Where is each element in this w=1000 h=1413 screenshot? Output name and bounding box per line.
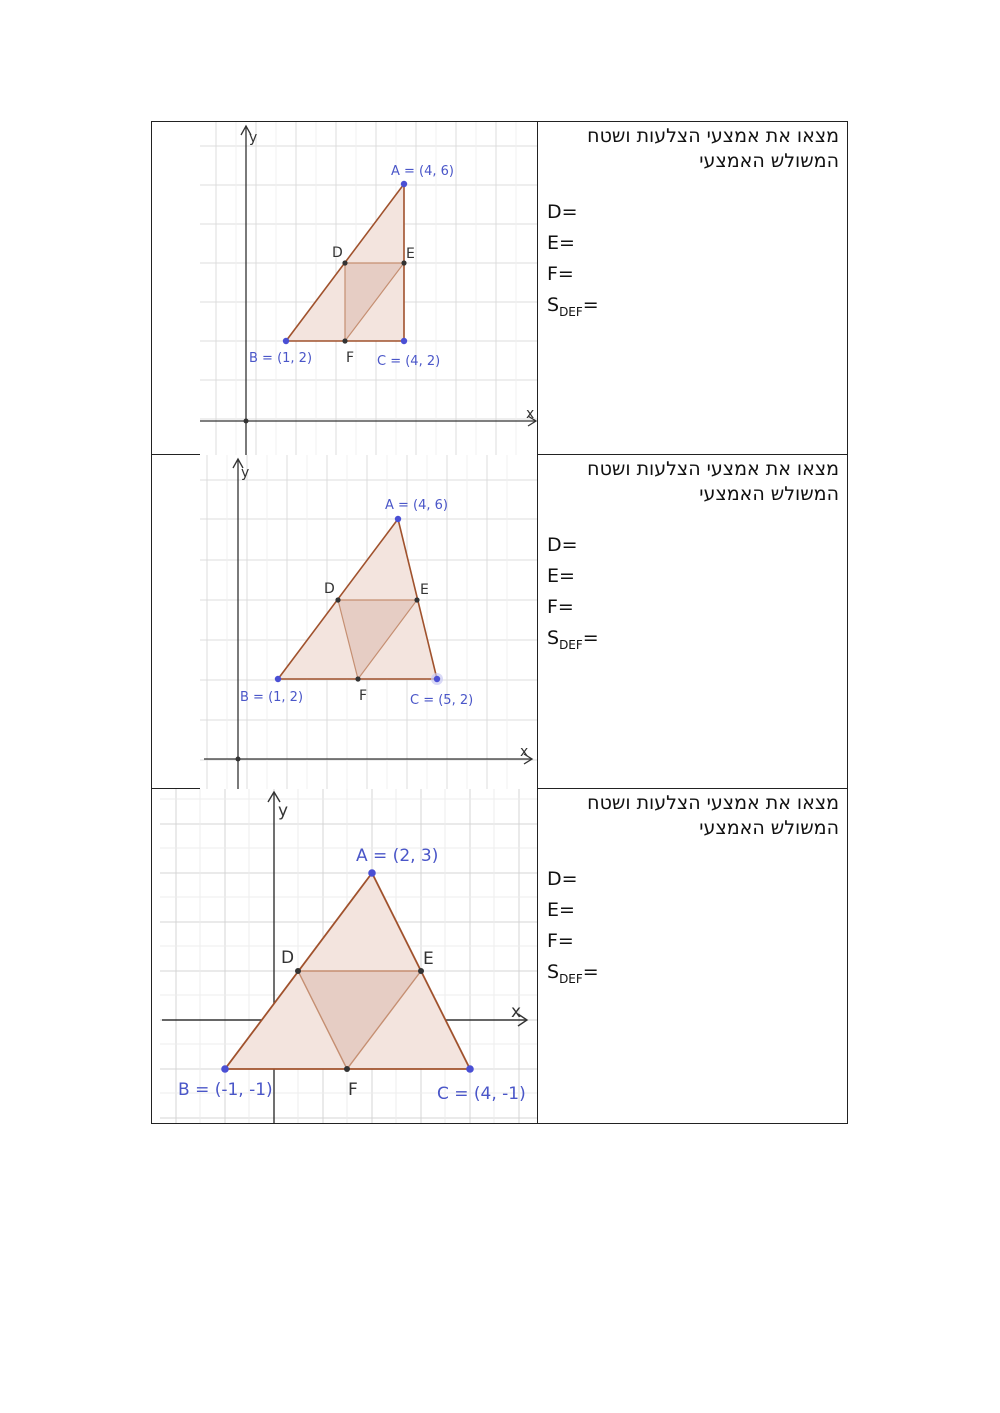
answer-lines [547,530,599,654]
point-f-label: F [348,1080,358,1100]
point-e-label: E [423,949,434,969]
area-equals: = [582,294,599,316]
area-equals: = [582,627,599,649]
answer-e: E= [547,565,575,587]
answer-d: D= [547,868,578,890]
question-text: מצאו את אמצעי הצלעות ושטח המשולש האמצעי [587,125,839,172]
point-c-label: C = (4, 2) [377,354,441,369]
answer-e: E= [547,232,575,254]
point-e-label: E [420,582,429,598]
answer-area [547,290,599,321]
area-subscript: DEF [559,972,583,986]
area-symbol: S [547,294,560,316]
exercise-row-3 [152,789,847,1123]
question-text: מצאו את אמצעי הצלעות ושטח המשולש האמצעי [587,792,839,839]
point-d-label: D [324,581,335,597]
point-e-label: E [406,246,415,262]
worksheet-table [151,121,848,1124]
point-b-label: B = (1, 2) [249,351,313,366]
y-axis-label: y [249,130,258,146]
point-c-label: C = (5, 2) [410,693,474,708]
area-symbol: S [547,627,560,649]
question-cell-3 [538,789,847,1123]
y-axis-label: y [278,801,289,821]
point-b-label: B = (-1, -1) [178,1080,273,1100]
graph-2 [200,455,537,789]
area-symbol: S [547,961,560,983]
point-b-label: B = (1, 2) [240,690,304,705]
point-f-label: F [346,350,355,366]
point-d-label: D [332,245,343,261]
answer-area [547,623,599,654]
answer-e: E= [547,899,575,921]
area-equals: = [582,961,599,983]
answer-area [547,957,599,988]
exercise-row-2 [152,455,847,789]
point-a-label: A = (4, 6) [385,498,449,513]
answer-f: F= [547,263,574,285]
point-c-label: C = (4, -1) [437,1084,526,1104]
y-axis-label: y [241,465,250,481]
area-subscript: DEF [559,638,583,652]
exercise-row-1 [152,122,847,455]
point-d-label: D [281,948,295,968]
answer-d: D= [547,534,578,556]
x-axis-label: x [511,1002,522,1022]
x-axis-label: x [526,406,535,422]
point-f-label: F [359,688,368,704]
point-a-label: A = (2, 3) [356,846,439,866]
area-subscript: DEF [559,305,583,319]
question-cell-2 [538,455,847,788]
graph-3 [160,789,537,1123]
graph-1 [200,122,537,455]
answer-lines [547,197,599,321]
answer-f: F= [547,596,574,618]
answer-f: F= [547,930,574,952]
point-a-label: A = (4, 6) [391,164,455,179]
answer-lines [547,864,599,988]
x-axis-label: x [520,744,529,760]
question-text: מצאו את אמצעי הצלעות ושטח המשולש האמצעי [587,458,839,505]
question-cell-1 [538,122,847,454]
answer-d: D= [547,201,578,223]
